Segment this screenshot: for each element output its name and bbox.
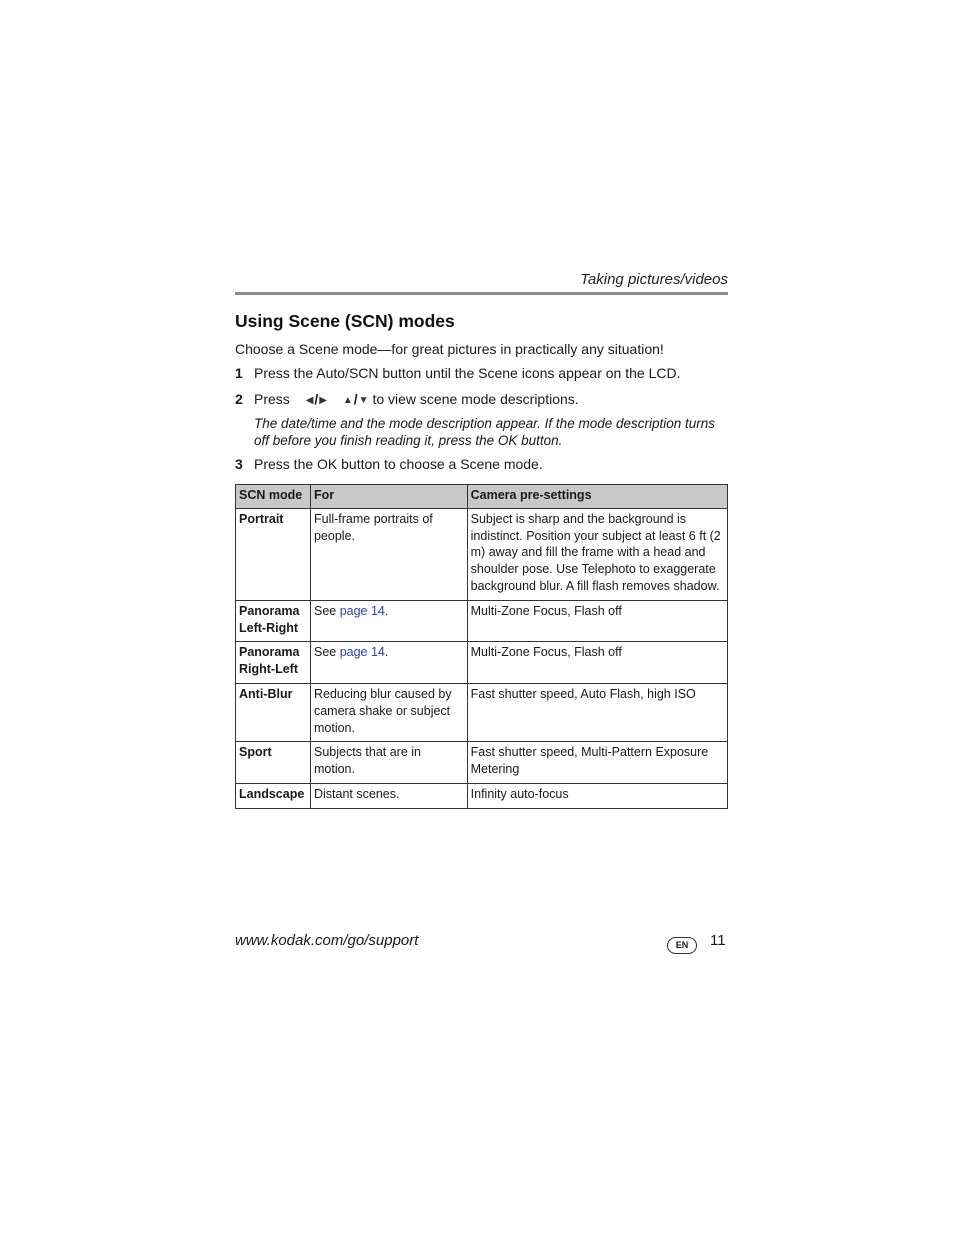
table-row — [236, 683, 728, 741]
arrow-down-icon: ▼ — [358, 395, 369, 406]
table-row — [236, 642, 728, 684]
column-header: SCN mode — [236, 485, 311, 509]
table-row — [236, 600, 728, 642]
mode-line: Right-Left — [239, 662, 299, 677]
step-2: 2 Press ◀/▶ ▲/▼ to view scene mode descriptions. — [235, 391, 579, 407]
scn-mode-cell — [236, 600, 311, 642]
punctuation: . — [384, 645, 389, 660]
step-text: Press the Auto/SCN button until the Scene icons appear on the LCD. — [254, 365, 681, 381]
settings-cell: Subject is sharp and the background is indistinct. Position your subject at least 6 ft (2 m) away and fill the frame with a head and shoulder pose. Use Telephoto to exaggerate background blur. A fill flash removes shadow. — [467, 508, 727, 600]
arrow-right-icon: ▶ — [319, 395, 327, 406]
language-badge: EN — [667, 937, 697, 954]
table-header-row — [236, 485, 728, 509]
for-cell — [310, 642, 467, 684]
scn-mode-cell — [236, 642, 311, 684]
mode-line: Panorama — [239, 603, 300, 618]
settings-cell: Infinity auto-focus — [467, 783, 727, 808]
page-link[interactable]: page 14 — [339, 603, 385, 618]
step-press-text: Press — [254, 391, 290, 407]
scene-modes-table — [235, 484, 728, 809]
scn-mode-cell: Sport — [236, 742, 311, 784]
step-text: Press the OK button to choose a Scene mode. — [254, 456, 543, 472]
section-heading: Using Scene (SCN) modes — [235, 311, 455, 331]
page-number: 11 — [710, 932, 726, 949]
header-rule — [235, 292, 728, 295]
for-cell: Distant scenes. — [310, 783, 467, 808]
running-header: Taking pictures/videos — [580, 271, 728, 288]
table-row — [236, 742, 728, 784]
for-cell: Full-frame portraits of people. — [310, 508, 467, 600]
for-cell: Subjects that are in motion. — [310, 742, 467, 784]
settings-cell: Fast shutter speed, Multi-Pattern Exposure Metering — [467, 742, 727, 784]
arrow-up-icon: ▲ — [342, 395, 353, 406]
settings-cell: Multi-Zone Focus, Flash off — [467, 600, 727, 642]
settings-cell: Multi-Zone Focus, Flash off — [467, 642, 727, 684]
scn-mode-cell: Portrait — [236, 508, 311, 600]
table-row — [236, 508, 728, 600]
support-url: www.kodak.com/go/support — [235, 932, 419, 949]
scn-mode-cell: Anti-Blur — [236, 683, 311, 741]
step-1 — [235, 365, 680, 381]
settings-cell: Fast shutter speed, Auto Flash, high ISO — [467, 683, 727, 741]
page-link[interactable]: page 14 — [339, 645, 385, 660]
step-3 — [235, 456, 543, 472]
step-number: 3 — [235, 456, 243, 472]
step-number: 1 — [235, 365, 243, 381]
step-number: 2 — [235, 391, 243, 407]
intro-text: Choose a Scene mode—for great pictures in practically any situation! — [235, 341, 664, 357]
mode-line: Left-Right — [239, 620, 299, 635]
arrow-left-icon: ◀ — [305, 395, 314, 406]
column-header: For — [310, 485, 467, 509]
step-text: to view scene mode descriptions. — [372, 391, 579, 407]
for-cell: Reducing blur caused by camera shake or subject motion. — [310, 683, 467, 741]
column-header: Camera pre-settings — [467, 485, 727, 509]
scn-mode-cell: Landscape — [236, 783, 311, 808]
for-cell — [310, 600, 467, 642]
see-text: See — [313, 603, 340, 618]
mode-line: Panorama — [239, 645, 300, 660]
see-text: See — [313, 645, 340, 660]
table-row — [236, 783, 728, 808]
step-2-note: The date/time and the mode description appear. If the mode description turns off before you finish reading it, press the OK button. — [254, 416, 716, 448]
punctuation: . — [384, 603, 389, 618]
